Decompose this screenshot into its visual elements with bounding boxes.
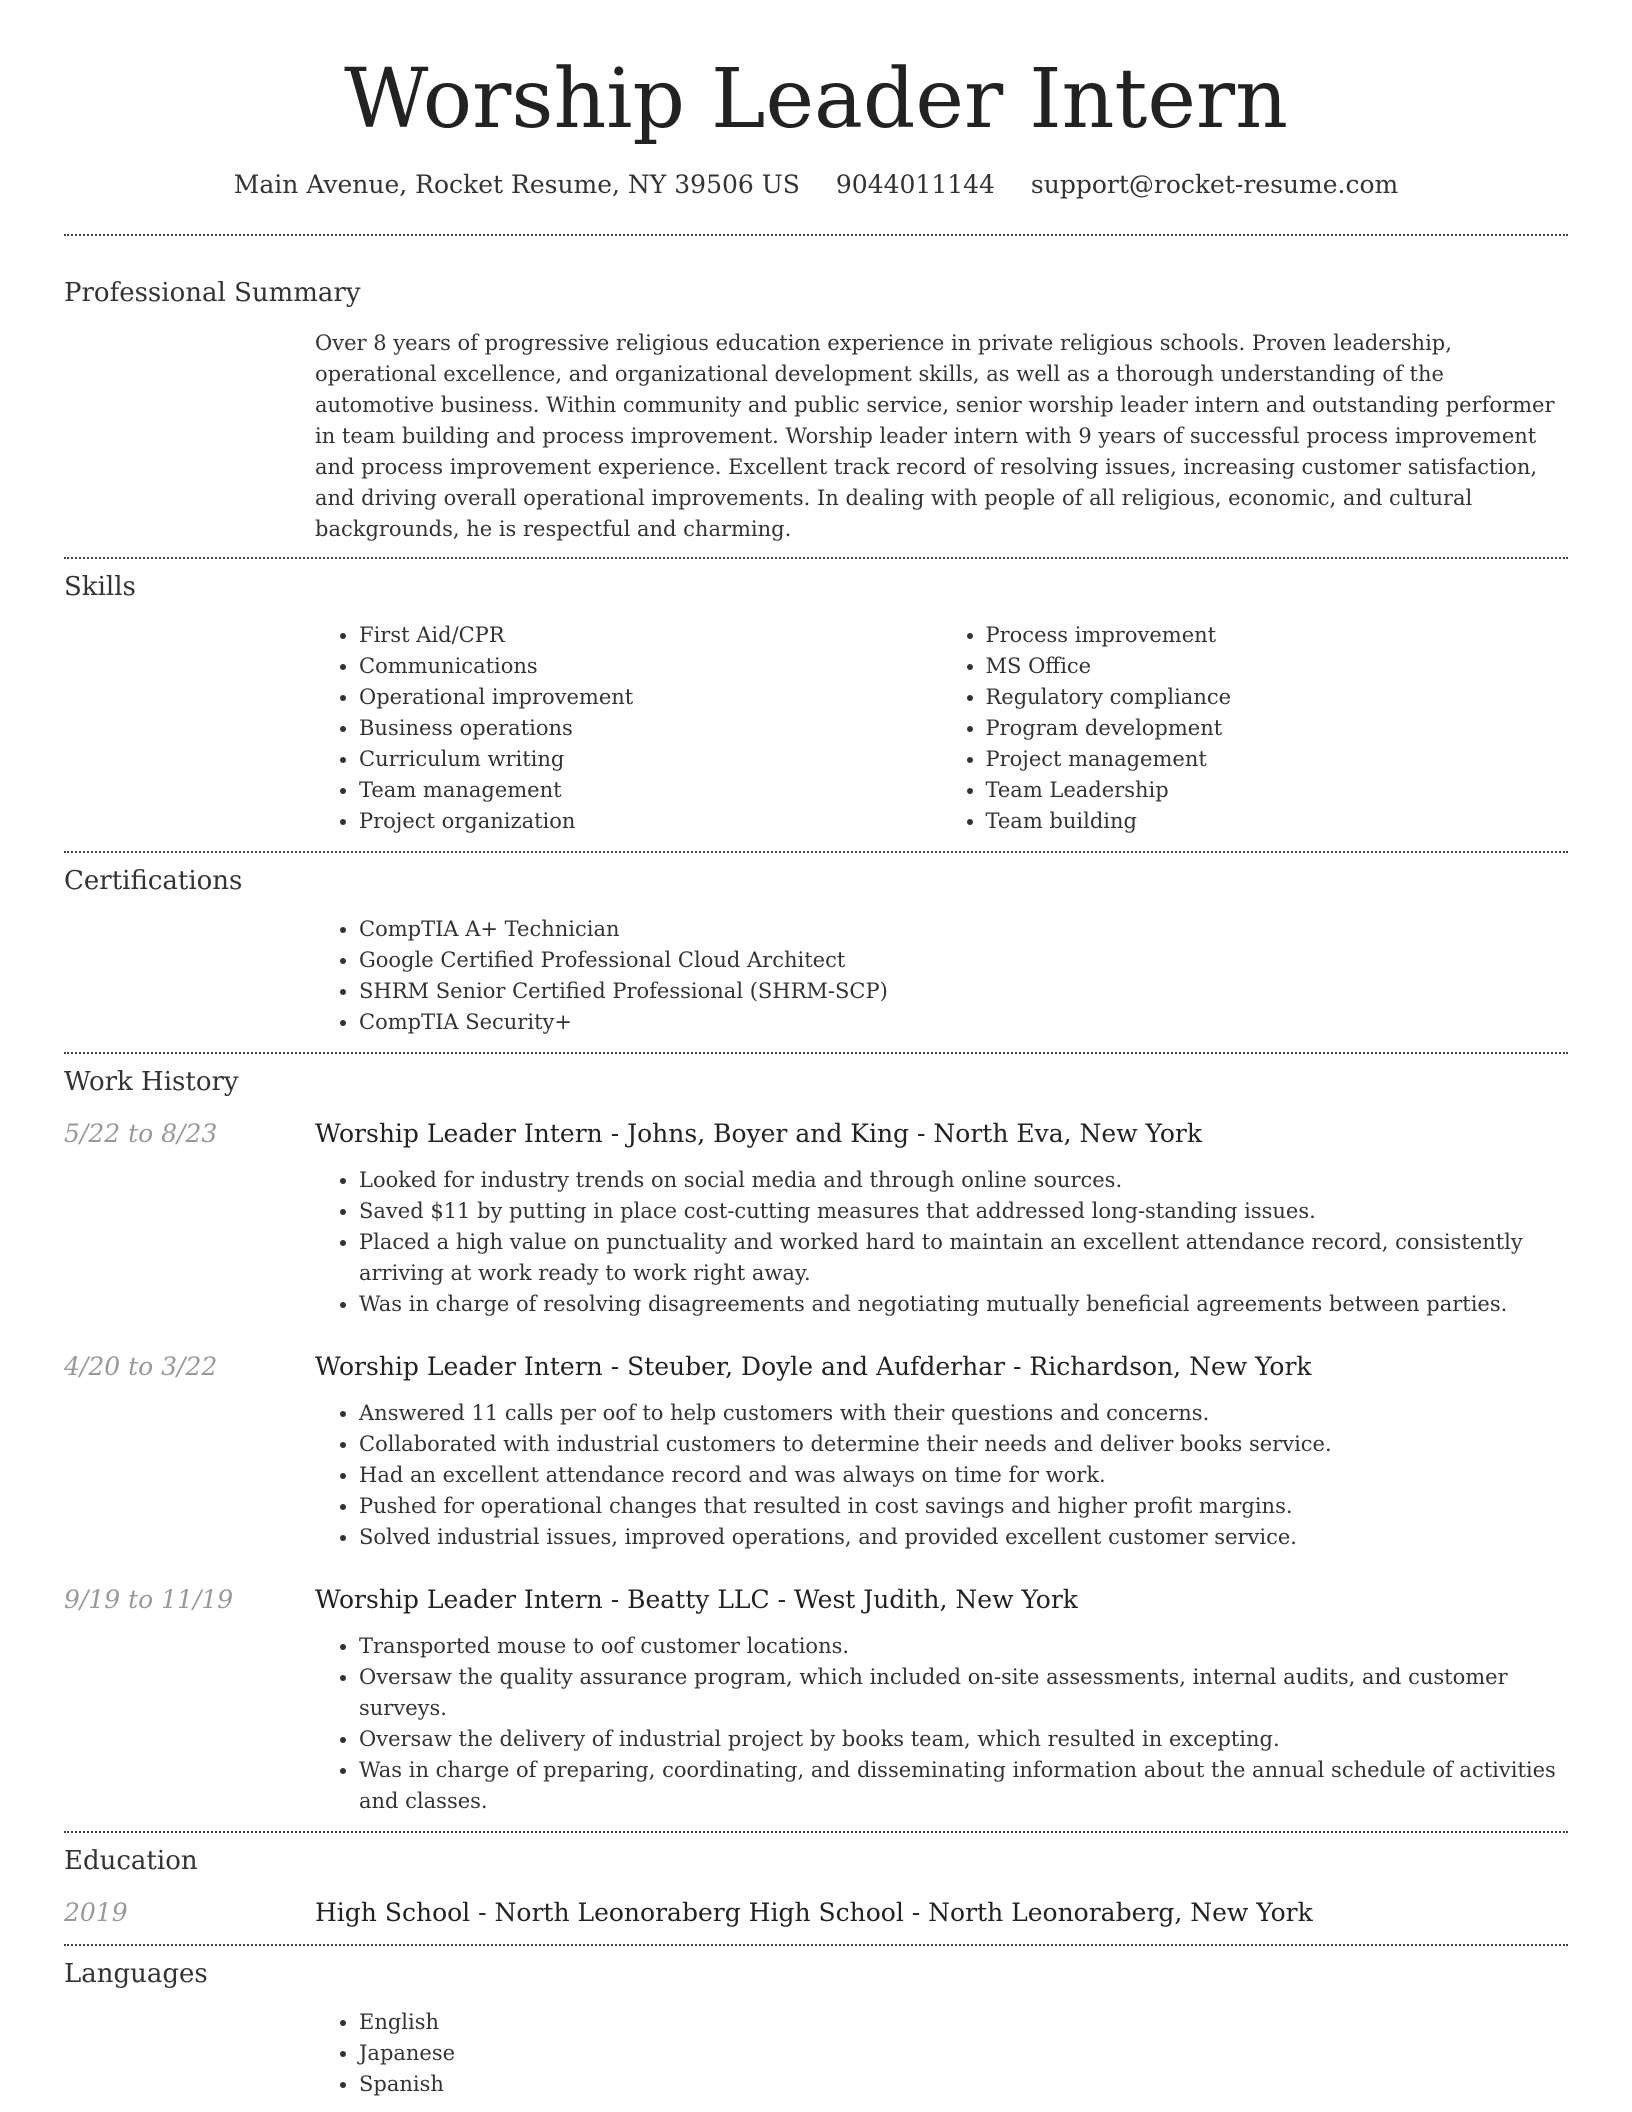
- job-title: Worship Leader Intern - Steuber, Doyle and Aufderhar - Richardson, New York: [315, 1352, 1312, 1381]
- skills-list: [315, 620, 1568, 837]
- job-bullet: • Looked for industry trends on social media and through online sources.: [359, 1165, 1568, 1196]
- certification-item: • Google Certified Professional Cloud Architect: [359, 945, 1568, 976]
- job-bullet: • Collaborated with industrial customers to determine their needs and deliver books service.: [359, 1429, 1568, 1460]
- summary-heading: Professional Summary: [64, 278, 361, 308]
- contact-phone: 9044011144: [835, 170, 995, 199]
- skills-column-right: [942, 620, 1569, 837]
- skills-heading: Skills: [64, 572, 136, 602]
- job-bullet: • Was in charge of resolving disagreements and negotiating mutually beneficial agreements between parties.: [359, 1289, 1568, 1320]
- skill-item: • Project organization: [359, 806, 942, 837]
- work-history-heading: Work History: [64, 1067, 239, 1097]
- job-date: 5/22 to 8/23: [64, 1119, 218, 1148]
- education-date: 2019: [64, 1898, 128, 1927]
- job-bullet: • Solved industrial issues, improved operations, and provided excellent customer service.: [359, 1522, 1568, 1553]
- skill-item: • First Aid/CPR: [359, 620, 942, 651]
- skills-column-left: [315, 620, 942, 837]
- languages-heading: Languages: [64, 1959, 208, 1989]
- job-bullet: • Oversaw the delivery of industrial project by books team, which resulted in excepting.: [359, 1724, 1568, 1755]
- job-title: Worship Leader Intern - Johns, Boyer and King - North Eva, New York: [315, 1119, 1203, 1148]
- job-bullet: • Transported mouse to oof customer locations.: [359, 1631, 1568, 1662]
- skill-item: • Team Leadership: [986, 775, 1569, 806]
- skill-item: • Project management: [986, 744, 1569, 775]
- job-entry: [64, 1117, 1568, 1320]
- skill-item: • Team management: [359, 775, 942, 806]
- job-bullet: • Placed a high value on punctuality and worked hard to maintain an excellent attendance record, consistently arriving at work ready to work right away.: [359, 1227, 1568, 1289]
- skill-item: • Program development: [986, 713, 1569, 744]
- job-entry: [64, 1583, 1568, 1817]
- contact-email: support@rocket-resume.com: [1030, 170, 1399, 199]
- divider: [64, 234, 1568, 236]
- skill-item: • MS Office: [986, 651, 1569, 682]
- education-text: High School - North Leonoraberg High School - North Leonoraberg, New York: [315, 1898, 1313, 1927]
- divider: [64, 1831, 1568, 1833]
- job-bullet: • Had an excellent attendance record and was always on time for work.: [359, 1460, 1568, 1491]
- certifications-list: [315, 914, 1568, 1038]
- skill-item: • Regulatory compliance: [986, 682, 1569, 713]
- contact-address: Main Avenue, Rocket Resume, NY 39506 US: [233, 170, 800, 199]
- job-bullet: • Was in charge of preparing, coordinating, and disseminating information about the annual schedule of activities and classes.: [359, 1755, 1568, 1817]
- education-entry: [64, 1896, 1568, 1930]
- skill-item: • Business operations: [359, 713, 942, 744]
- job-bullet: • Answered 11 calls per oof to help customers with their questions and concerns.: [359, 1398, 1568, 1429]
- job-bullet: • Oversaw the quality assurance program, which included on-site assessments, internal audits, and customer surveys.: [359, 1662, 1568, 1724]
- job-date: 9/19 to 11/19: [64, 1585, 234, 1614]
- job-bullet: • Saved $11 by putting in place cost-cutting measures that addressed long-standing issues.: [359, 1196, 1568, 1227]
- contact-line: [64, 168, 1568, 202]
- education-heading: Education: [64, 1846, 198, 1876]
- divider: [64, 851, 1568, 853]
- skill-item: • Curriculum writing: [359, 744, 942, 775]
- certifications-heading: Certifications: [64, 866, 243, 896]
- job-title: Worship Leader Intern - Beatty LLC - West Judith, New York: [315, 1585, 1078, 1614]
- skill-item: • Operational improvement: [359, 682, 942, 713]
- job-bullet: • Pushed for operational changes that resulted in cost savings and higher profit margins.: [359, 1491, 1568, 1522]
- job-date: 4/20 to 3/22: [64, 1352, 218, 1381]
- resume-page: [64, 0, 1568, 2100]
- divider: [64, 557, 1568, 559]
- certification-item: • SHRM Senior Certified Professional (SHRM-SCP): [359, 976, 1568, 1007]
- skill-item: • Communications: [359, 651, 942, 682]
- skill-item: • Team building: [986, 806, 1569, 837]
- languages-list: [315, 2007, 1568, 2100]
- language-item: • Japanese: [359, 2038, 1568, 2069]
- job-entry: [64, 1350, 1568, 1553]
- divider: [64, 1052, 1568, 1054]
- candidate-name: Worship Leader Intern: [344, 52, 1288, 147]
- summary-text: Over 8 years of progressive religious education experience in private religious schools. Proven leadership, operational excellence, and organizational development skills, as well as a thorough understanding of the automotive business. Within community and public service, senior worship leader intern and outstanding performer in team building and process improvement. Worship leader intern with 9 years of successful process improvement and process improvement experience. Excellent track record of resolving issues, increasing customer satisfaction, and driving overall operational improvements. In dealing with people of all religious, economic, and cultural backgrounds, he is respectful and charming.: [315, 331, 1555, 541]
- certification-item: • CompTIA A+ Technician: [359, 914, 1568, 945]
- certification-item: • CompTIA Security+: [359, 1007, 1568, 1038]
- skill-item: • Process improvement: [986, 620, 1569, 651]
- language-item: • Spanish: [359, 2069, 1568, 2100]
- language-item: • English: [359, 2007, 1568, 2038]
- divider: [64, 1944, 1568, 1946]
